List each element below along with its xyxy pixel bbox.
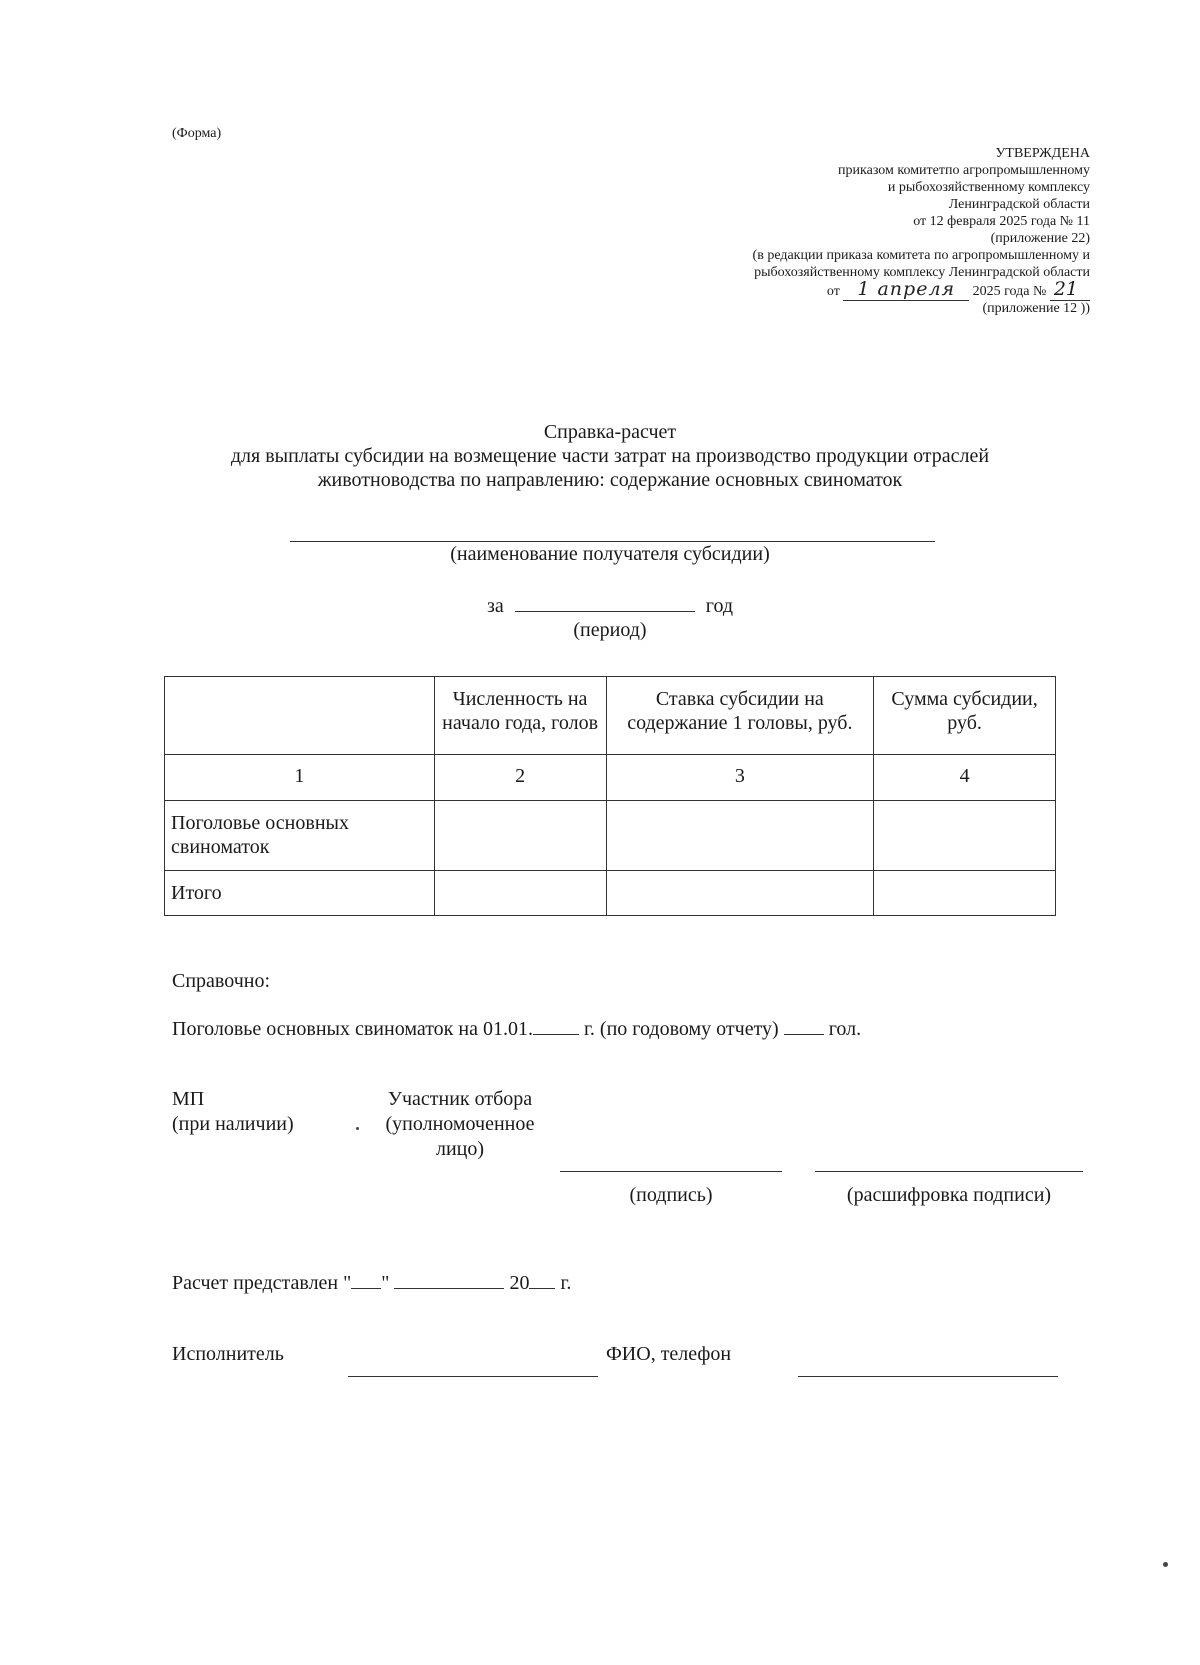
header-cell <box>165 677 435 755</box>
reference-label: Справочно: <box>172 970 271 992</box>
signature-decoding-line[interactable] <box>815 1170 1083 1172</box>
reference-text-c: гол. <box>828 1018 862 1040</box>
period-label: (период) <box>573 619 647 641</box>
title-line-2: для выплаты субсидии на возмещение части затрат на производство продукции отраслей <box>230 445 990 467</box>
approval-from-label: от <box>826 284 840 299</box>
table-header-row <box>165 677 1056 755</box>
approval-complex-line: и рыбохозяйственному комплексу <box>887 180 1090 195</box>
row-label: Поголовье основных свиноматок <box>165 801 435 871</box>
recipient-blank-line[interactable] <box>290 540 935 542</box>
row-label: Итого <box>165 871 435 916</box>
participant-line-1: Участник отбора <box>387 1088 533 1110</box>
table-row-total <box>165 871 1056 916</box>
header-cell-rate: Ставка субсидии на содержание 1 головы, руб. <box>606 677 874 755</box>
title-line-3: животноводства по направлению: содержание основных свиноматок <box>317 469 903 491</box>
submitted-line <box>172 1272 571 1295</box>
year-blank[interactable] <box>529 1272 555 1289</box>
approval-stamp-block <box>670 145 1090 317</box>
header-cell-amount: Сумма субсидии, руб. <box>874 677 1056 755</box>
period-suffix: год <box>705 595 734 617</box>
participant-line-2: (уполномоченное <box>385 1113 535 1135</box>
handwritten-order-number: 21 <box>1050 278 1090 301</box>
fio-phone-label: ФИО, телефон <box>606 1343 732 1365</box>
participant-label <box>370 1087 550 1162</box>
reference-text-b: г. (по годовому отчету) <box>583 1018 779 1040</box>
table-cell[interactable] <box>874 801 1056 871</box>
approval-appendix-revision: (приложение 12 )) <box>982 301 1090 316</box>
month-blank[interactable] <box>394 1272 504 1289</box>
signature-line[interactable] <box>560 1170 782 1172</box>
approval-revision-date <box>826 278 1090 300</box>
executor-label: Исполнитель <box>172 1343 284 1365</box>
submitted-year-prefix: 20 <box>509 1272 530 1294</box>
approval-title: УТВЕРЖДЕНА <box>995 146 1090 161</box>
approval-revision-line: (в редакции приказа комитета по агропромышленному и <box>752 248 1090 263</box>
title-line-1: Справка-расчет <box>543 421 677 443</box>
signature-label: (подпись) <box>629 1184 713 1206</box>
document-title <box>150 420 1070 492</box>
year-blank[interactable] <box>533 1018 579 1035</box>
recipient-label: (наименование получателя субсидии) <box>450 543 770 565</box>
participant-line-3: лицо) <box>435 1138 485 1160</box>
header-cell-headcount: Численность на начало года, голов <box>434 677 606 755</box>
period-row <box>150 593 1070 618</box>
submitted-prefix: Расчет представлен " <box>172 1272 352 1294</box>
table-cell[interactable] <box>434 871 606 916</box>
column-number: 4 <box>874 755 1056 801</box>
table-cell[interactable] <box>606 801 874 871</box>
period-prefix: за <box>486 595 504 617</box>
signature-decoding-label: (расшифровка подписи) <box>846 1184 1052 1206</box>
table-cell[interactable] <box>606 871 874 916</box>
scan-speck <box>356 1127 359 1130</box>
handwritten-date: 1 апреля <box>843 278 969 301</box>
mp-note: (при наличии) <box>172 1113 294 1135</box>
executor-line[interactable] <box>348 1375 598 1377</box>
approval-region-line: Ленинградской области <box>948 197 1090 212</box>
approval-order-line: приказом комитетпо агропромышленному <box>838 163 1090 178</box>
column-number: 1 <box>165 755 435 801</box>
table-row <box>165 801 1056 871</box>
approval-appendix-line: (приложение 22) <box>990 231 1090 246</box>
approval-revision-line-2: рыбохозяйственному комплексу Ленинградской области <box>754 265 1090 280</box>
stamp-place <box>172 1087 294 1137</box>
approval-year-label: 2025 года № <box>972 284 1047 299</box>
table-cell[interactable] <box>874 871 1056 916</box>
approval-date-line: от 12 февраля 2025 года № 11 <box>913 214 1090 229</box>
day-blank[interactable] <box>351 1272 381 1289</box>
table-number-row <box>165 755 1056 801</box>
submitted-suffix: г. <box>560 1272 572 1294</box>
table-cell[interactable] <box>434 801 606 871</box>
form-label: (Форма) <box>172 126 222 141</box>
scan-speck <box>1163 1562 1168 1567</box>
headcount-blank[interactable] <box>784 1018 824 1035</box>
column-number: 3 <box>606 755 874 801</box>
reference-text <box>172 1018 861 1041</box>
reference-text-a: Поголовье основных свиноматок на 01.01. <box>172 1018 533 1040</box>
submitted-quote: " <box>381 1272 390 1294</box>
calculation-table <box>164 676 1056 916</box>
fio-phone-line[interactable] <box>798 1375 1058 1377</box>
mp-label: МП <box>172 1088 205 1110</box>
period-blank[interactable] <box>515 593 695 612</box>
column-number: 2 <box>434 755 606 801</box>
